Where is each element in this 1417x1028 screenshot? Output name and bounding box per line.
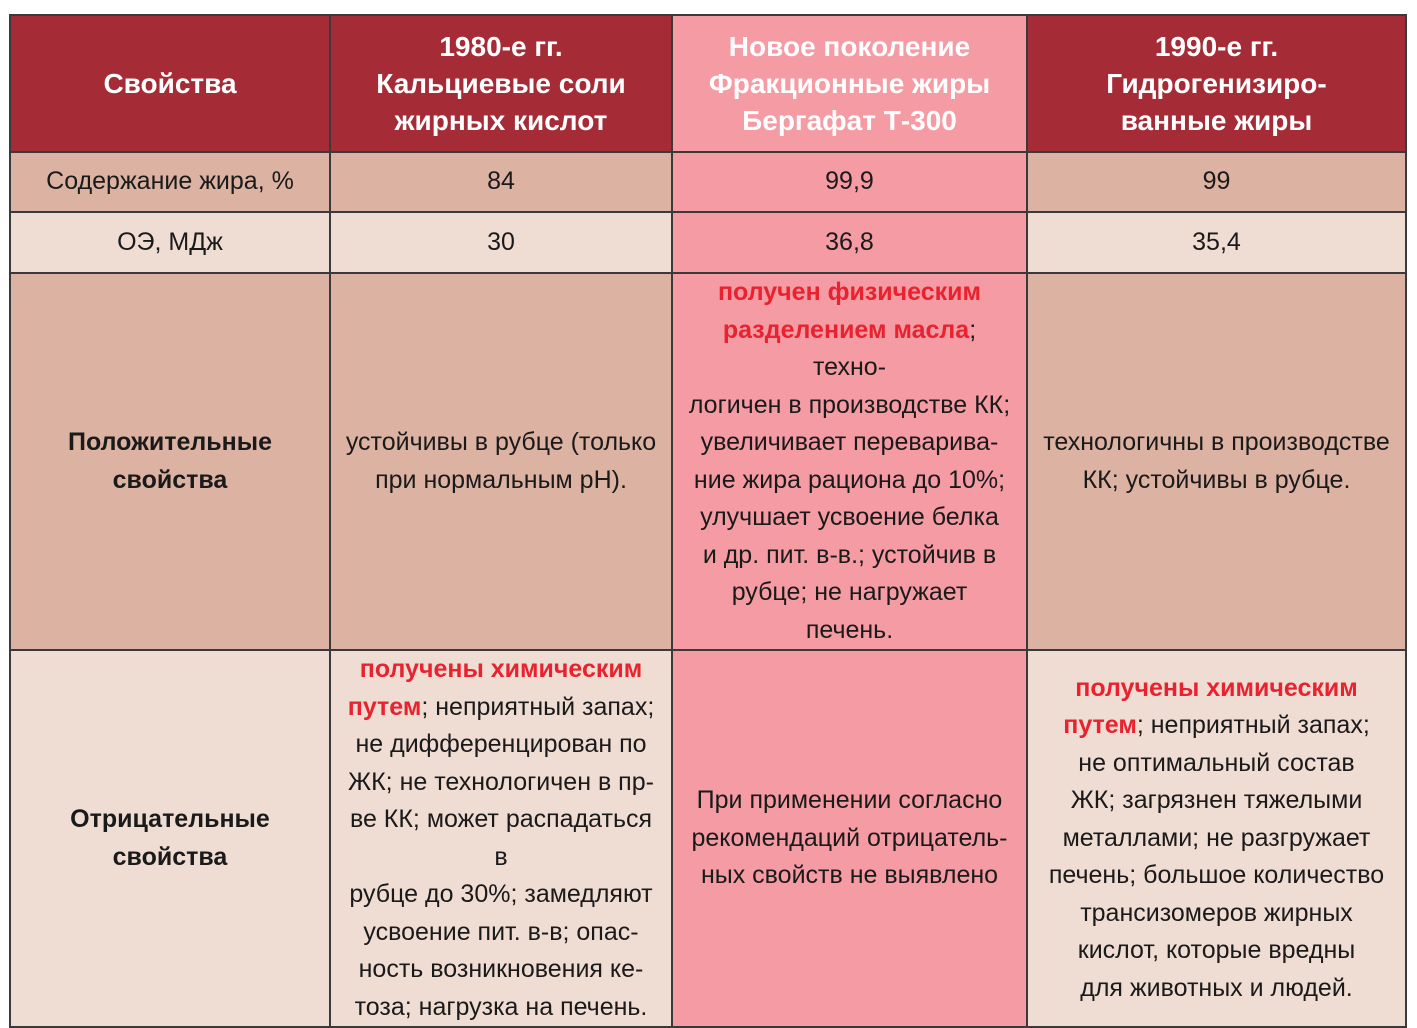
- cell-negative-fractional: При применении согласно рекомендаций отрицатель- ных свойств не выявлено: [672, 650, 1027, 1027]
- row-label-positive: Положительные свойства: [10, 273, 330, 650]
- header-calcium-salts: 1980-е гг. Кальциевые соли жирных кислот: [330, 15, 672, 152]
- highlight-text: путем: [1063, 711, 1137, 740]
- header-fractional-fats: Новое поколение Фракционные жиры Бергафат Т-300: [672, 15, 1027, 152]
- cell-fat-hydrogenated: 99: [1027, 152, 1406, 212]
- row-label-negative: Отрицательные свойства: [10, 650, 330, 1027]
- header-row: [10, 15, 1406, 152]
- row-label-energy: ОЭ, МДж: [10, 212, 330, 273]
- comparison-table: [9, 14, 1407, 1028]
- cell-fat-fractional: 99,9: [672, 152, 1027, 212]
- cell-negative-hydrogenated: получены химическим путем; неприятный запах; не оптимальный состав ЖК; загрязнен тяжелыми металлами; не разгружает печень; большое количество трансизомеров жирных кислот, которые вредны для животных и людей.: [1027, 650, 1406, 1027]
- cell-energy-hydrogenated: 35,4: [1027, 212, 1406, 273]
- cell-positive-calcium: устойчивы в рубце (только при нормальным pH).: [330, 273, 672, 650]
- cell-positive-hydrogenated: технологичны в производстве КК; устойчивы в рубце.: [1027, 273, 1406, 650]
- header-properties: Свойства: [10, 15, 330, 152]
- cell-negative-calcium: получены химическим путем; неприятный запах; не дифференцирован по ЖК; не технологичен в пр- ве КК; может распадаться в рубце до 30%; замедляют усвоение пит. в-в; опас- ность возникновения ке- тоза; нагрузка на печень.: [330, 650, 672, 1027]
- cell-energy-calcium: 30: [330, 212, 672, 273]
- cell-energy-fractional: 36,8: [672, 212, 1027, 273]
- highlight-text: разделением масла: [722, 315, 970, 344]
- highlight-text: путем: [347, 692, 422, 721]
- highlight-text: получены химическим: [359, 655, 643, 683]
- highlight-text: получены химическим: [1075, 673, 1358, 702]
- table-row-energy: [10, 212, 1406, 273]
- highlight-text: получен физическим: [717, 278, 982, 306]
- header-hydrogenated-fats: 1990-е гг. Гидрогенизиро- ванные жиры: [1027, 15, 1406, 152]
- table-row-positive: [10, 273, 1406, 650]
- cell-fat-calcium: 84: [330, 152, 672, 212]
- row-label-fat-content: Содержание жира, %: [10, 152, 330, 212]
- cell-positive-fractional: получен физическим разделением масла; техно- логичен в производстве КК; увеличивает переварива- ние жира рациона до 10%; улучшает усвоение белка и др. пит. в-в.; устойчив в рубце; не нагружает печень.: [672, 273, 1027, 650]
- table-row-fat-content: [10, 152, 1406, 212]
- table-row-negative: [10, 650, 1406, 1027]
